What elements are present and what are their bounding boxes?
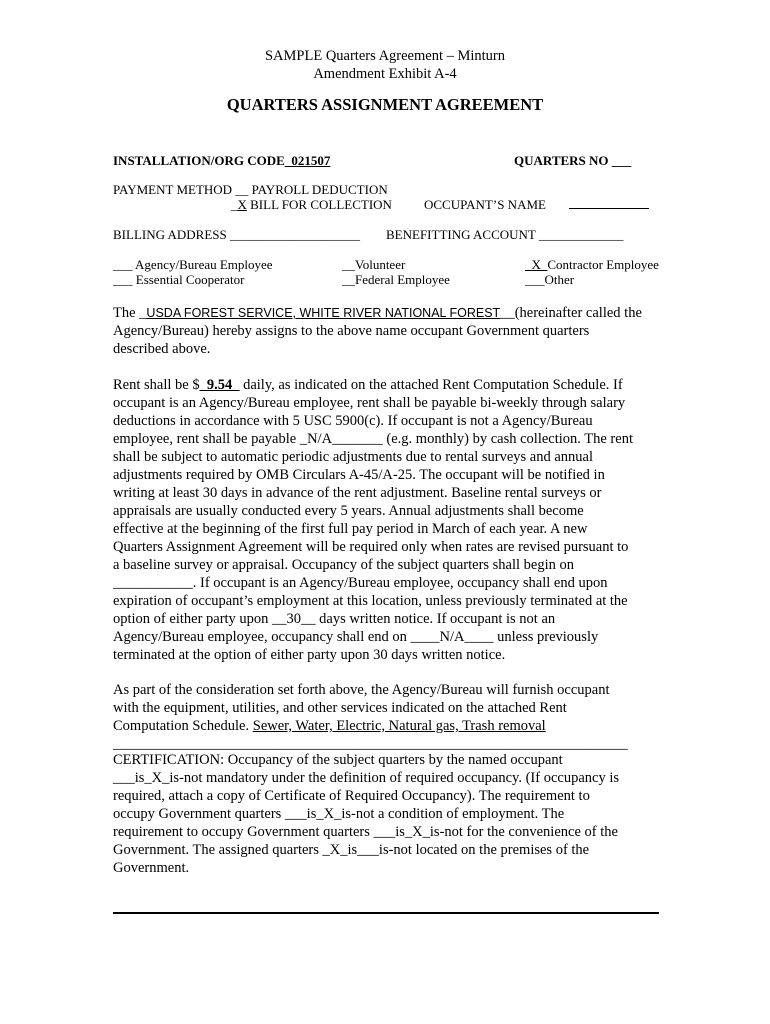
quarters-no-field: QUARTERS NO ___ [514, 153, 632, 168]
installation-code-label: INSTALLATION/ORG CODE [113, 153, 285, 168]
services-paragraph: As part of the consideration set forth above, the Agency/Bureau will furnish occupant with the equipment, utilities, and other services indicated on the attached Rent Computation Schedule. Sewer, Water, Electric, Natural gas, Trash removal _______________________________________________________________________ [113, 681, 663, 753]
payment-method-field: PAYMENT METHOD __ PAYROLL DEDUCTION [113, 182, 388, 197]
other-option: ___Other [525, 272, 575, 287]
bill-for-collection-option: _X BILL FOR COLLECTION [231, 197, 392, 212]
agency-employee-option: ___ Agency/Bureau Employee [113, 257, 273, 272]
services-value: Sewer, Water, Electric, Natural gas, Trash removal [252, 718, 546, 734]
occupant-name-label: OCCUPANT’S NAME [424, 197, 546, 212]
occupant-name-field [424, 197, 649, 213]
rent-paragraph: Rent shall be $_9.54_ daily, as indicated on the attached Rent Computation Schedule. If occupant is an Agency/Bureau employee, rent shall be payable bi-weekly through salary deductions in accordance with 5 USC 5900(c). If occupant is not a Agency/Bureau employee, rent shall be payable _N/A_______ (e.g. monthly) by cash collection. The rent shall be subject to automatic periodic adjustments due to rental surveys and annual adjustments required by OMB Circulars A-45/A-25. The occupant will be notified in writing at least 30 days in advance of the rent adjustment. Baseline rental surveys or appraisals are usually conducted every 5 years. Annual adjustments shall become effective at the beginning of the first full pay period in March of each year. A new Quarters Assignment Agreement will be required only when rates are revised pursuant to a baseline survey or appraisal. Occupancy of the subject quarters shall begin on ___________. If occupant is an Agency/Bureau employee, occupancy shall end upon expiration of occupant’s employment at this location, unless previously terminated at the option of either party upon __30__ days written notice. If occupant is not an Agency/Bureau employee, occupancy shall end on ____N/A____ unless previously terminated at the option of either party upon 30 days written notice. [113, 377, 633, 663]
occupant-name-blank [569, 197, 649, 209]
document-title: QUARTERS ASSIGNMENT AGREEMENT [226, 95, 544, 114]
bill-for-collection-mark: X [237, 197, 247, 212]
header-line-1: SAMPLE Quarters Agreement – Minturn [264, 48, 506, 64]
agency-name-value: USDA FOREST SERVICE, WHITE RIVER NATIONAL FOREST [146, 306, 501, 320]
installation-code-value: _021507 [284, 153, 331, 168]
contractor-employee-option: _X_Contractor Employee [525, 257, 659, 272]
certification-paragraph: CERTIFICATION: Occupancy of the subject quarters by the named occupant ___is_X_is-not mandatory under the definition of required occupancy. (If occupancy is required, attach a copy of Certificate of Required Occupancy). The requirement to occupy Government quarters ___is_X_is-not a condition of employment. The requirement to occupy Government quarters ___is_X_is-not for the convenience of the Government. The assigned quarters _X_is___is-not located on the premises of the Government. [113, 752, 619, 876]
billing-address-field: BILLING ADDRESS ____________________ [113, 227, 361, 242]
rent-amount-value: _9.54_ [199, 377, 240, 393]
federal-employee-option: __Federal Employee [342, 272, 450, 287]
volunteer-option: __Volunteer [342, 257, 406, 272]
essential-cooperator-option: ___ Essential Cooperator [113, 272, 245, 287]
header-line-2: Amendment Exhibit A-4 [313, 66, 457, 82]
assignment-paragraph: The _USDA FOREST SERVICE, WHITE RIVER NATIONAL FOREST__(hereinafter called the Agency/Bureau) hereby assigns to the above name occupant Government quarters described above. [113, 305, 642, 357]
installation-code-field [113, 153, 330, 169]
benefitting-account-field: BENEFITTING ACCOUNT _____________ [386, 227, 624, 242]
bottom-divider [113, 912, 659, 914]
services-blank-line: _______________________________________________________________________ [113, 736, 628, 752]
